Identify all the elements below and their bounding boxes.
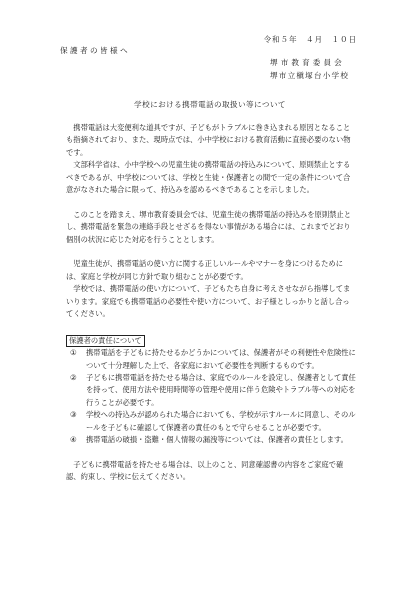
paragraph-school-guidance: 学校では、携帯電話の使い方について、子どもたち自身に考えさせながら指導してまいります。家庭でも携帯電話の必要性や使い方について、お子様としっかりと話し合ってください。 — [66, 284, 351, 319]
spacer — [66, 320, 356, 332]
document-body — [66, 122, 356, 484]
paragraph-policy: このことを踏まえ、堺市教育委員会では、児童生徒の携帯電話の持込みを原則禁止とし、携帯電話を緊急の連絡手段とせざるを得ない事情がある場合には、これまでどおり個別の状況に応じた対応を行うこととします。 — [66, 209, 352, 244]
responsibility-section — [66, 333, 356, 447]
item-text: 携帯電話の破損・盗難・個人情報の漏洩等については、保護者の責任とします。 — [86, 435, 348, 445]
paragraph-rules: 児童生徒が、携帯電話の使い方に関する正しいルールやマナーを身につけるためには、家庭と学校が同じ方針で取り組むことが必要です。 — [66, 259, 343, 281]
closing-paragraph: 子どもに携帯電話を持たせる場合は、以上のこと、同意確認書の内容をご家庭で確認、約束し、学校に伝えてください。 — [66, 459, 344, 482]
spacer — [66, 196, 356, 208]
item-number: ① — [70, 348, 77, 358]
item-number: ④ — [70, 435, 77, 445]
item-text: 携帯電話を子どもに持たせるかどうかについては、保護者がその利便性や危険性について十分理解した上で、各家庭において必要性を判断するものです。 — [86, 348, 356, 370]
item-text: 学校への持込みが認められた場合においても、学校が示すルールに同意し、そのルールを子どもに確認して保護者の責任のもとで守らせることが必要です。 — [86, 410, 356, 432]
issuer-school: 堺市立槇塚台小学校 — [270, 71, 350, 80]
item-number: ③ — [70, 410, 77, 420]
responsibility-item — [66, 372, 356, 409]
responsibility-item — [66, 409, 356, 434]
responsibility-item — [66, 434, 356, 446]
responsibility-item — [66, 347, 356, 372]
responsibility-heading: 保護者の責任について — [66, 335, 145, 347]
spacer — [66, 246, 356, 258]
paragraph-intro: 携帯電話は大変便利な道具ですが、子どもがトラブルに巻き込まれる原因となることも指摘されており、また、現時点では、小中学校における教育活動に直接必要のない物です。 — [66, 123, 351, 157]
item-number: ② — [70, 373, 77, 383]
addressee: 保護者の皆様へ — [60, 46, 130, 55]
item-text: 子どもに携帯電話を持たせる場合は、家庭でのルールを設定し、保護者として責任を持って、使用方法や使用時間等の管理や使用に伴う危険やトラブル等への対応を行うことが必要です。 — [86, 373, 356, 407]
issue-date: 令和５年 ４月 １０日 — [263, 35, 357, 44]
document-title: 学校における携帯電話の取扱い等について — [134, 100, 286, 109]
issuer-board: 堺市教育委員会 — [270, 58, 345, 67]
spacer — [66, 447, 356, 459]
paragraph-mext: 文部科学省は、小中学校への児童生徒の携帯電話の持込みについて、原則禁止とするべきであるが、中学校については、学校と生徒・保護者との間で一定の条件について合意がなされた場合に限って、持込みを認めるべきであることを示しました。 — [66, 160, 351, 195]
